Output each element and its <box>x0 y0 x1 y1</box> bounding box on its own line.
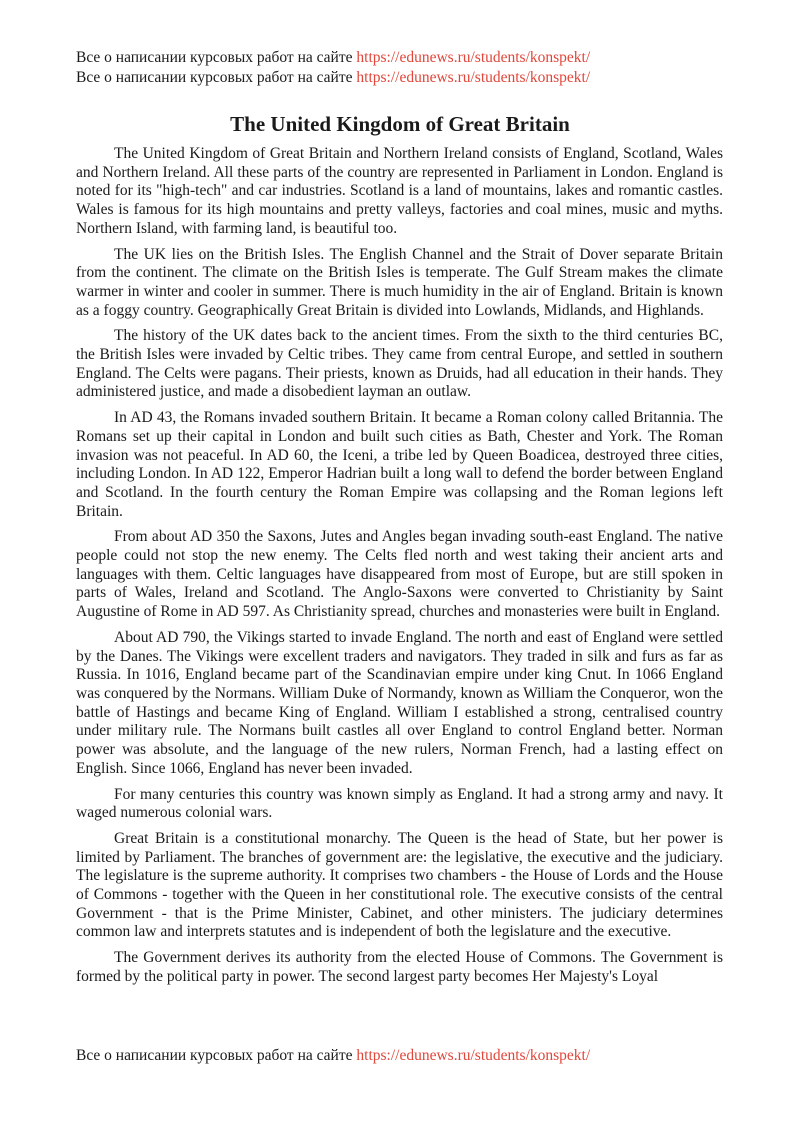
banner-text: Все о написании курсовых работ на сайте <box>76 68 357 86</box>
banner-link[interactable]: https://edunews.ru/students/konspekt/ <box>356 49 591 66</box>
document-title: The United Kingdom of Great Britain <box>230 112 570 136</box>
paragraph: The history of the UK dates back to the ancient times. From the sixth to the third centuries BC, the British Isles were invaded by Celtic tribes. They came from central Europe, and settled in southern England. The Celts were pagans. Their priests, known as Druids, had all education in their hands. They administered justice, and made a disobedient layman an outlaw. <box>76 327 723 401</box>
paragraph: For many centuries this country was known simply as England. It had a strong army and navy. It waged numerous colonial wars. <box>76 785 723 822</box>
banner-text: Все о написании курсовых работ на сайте <box>76 49 357 66</box>
banner-line <box>76 48 736 68</box>
banner-text: Все о написании курсовых работ на сайте <box>76 1047 357 1064</box>
paragraph: In AD 43, the Romans invaded southern Britain. It became a Roman colony called Britannia. The Romans set up their capital in London and built such cities as Bath, Chester and York. The Roman invasion was not peaceful. In AD 60, the Iceni, a tribe led by Queen Boadicea, destroyed three cities, including London. In AD 122, Emperor Hadrian built a long wall to defend the border between England and Scotland. In the fourth century the Roman Empire was collapsing and the Roman legions left Britain. <box>76 409 723 520</box>
footer-banner <box>76 1046 736 1066</box>
banner-link[interactable]: https://edunews.ru/students/konspekt/ <box>356 68 591 86</box>
header-banner <box>76 48 736 87</box>
paragraph: From about AD 350 the Saxons, Jutes and Angles began invading south-east England. The native people could not stop the new enemy. The Celts fled north and west taking their ancient arts and languages with them. Celtic languages have disappeared from most of Europe, but are still spoken in parts of Wales, Ireland and Scotland. The Anglo-Saxons were converted to Christianity by Saint Augustine of Rome in AD 597. As Christianity spread, churches and monasteries were built in England. <box>76 528 723 621</box>
banner-link[interactable]: https://edunews.ru/students/konspekt/ <box>356 1047 591 1064</box>
banner-line <box>76 1046 736 1066</box>
paragraph: The UK lies on the British Isles. The English Channel and the Strait of Dover separate Britain from the continent. The climate on the British Isles is temperate. The Gulf Stream makes the climate warmer in winter and cooler in summer. There is much humidity in the air of England. Britain is known as a foggy country. Geographically Great Britain is divided into Lowlands, Midlands, and Highlands. <box>76 245 723 319</box>
document-body <box>76 145 723 987</box>
banner-line <box>76 68 736 88</box>
paragraph: About AD 790, the Vikings started to invade England. The north and east of England were settled by the Danes. The Vikings were excellent traders and navigators. They traded in silk and furs as far as Russia. In 1016, England became part of the Scandinavian empire under king Cnut. In 1066 England was conquered by the Normans. William Duke of Normandy, known as William the Conqueror, won the battle of Hastings and became King of England. William I established a strong, centralised country under military rule. The Normans built castles all over England to control England better. Norman power was absolute, and the language of the new rulers, Norman French, had a lasting effect on English. Since 1066, England has never been invaded. <box>76 628 723 777</box>
paragraph: The Government derives its authority from the elected House of Commons. The Government is formed by the political party in power. The second largest party becomes Her Majesty's Loyal <box>76 949 723 985</box>
paragraph: Great Britain is a constitutional monarchy. The Queen is the head of State, but her power is limited by Parliament. The branches of government are: the legislative, the executive and the judiciary. The legislature is the supreme authority. It comprises two chambers - the House of Lords and the House of Commons - together with the Queen in her constitutional role. The executive consists of the central Government - that is the Prime Minister, Cabinet, and other ministers. The judiciary determines common law and interprets statutes and is independent of both the legislature and the executive. <box>76 829 723 941</box>
paragraph: The United Kingdom of Great Britain and Northern Ireland consists of England, Scotland, Wales and Northern Ireland. All these parts of the country are represented in Parliament in London. England is noted for its "high-tech" and car industries. Scotland is a land of mountains, lakes and romantic castles. Wales is famous for its high mountains and pretty valleys, factories and coal mines, music and myths. Northern Island, with farming land, is beautiful too. <box>76 145 723 237</box>
